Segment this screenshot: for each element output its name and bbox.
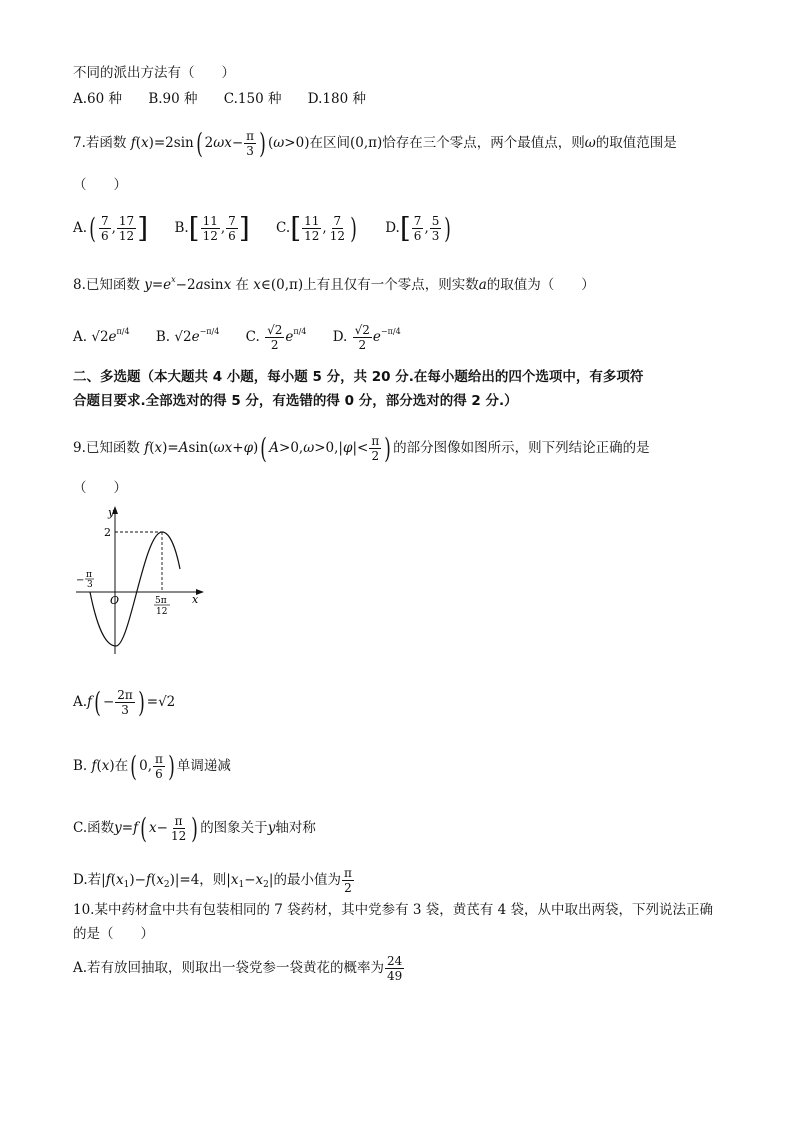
q10-stem-line-1: 10.某中药材盒中共有包装相同的 7 袋药材，其中党参有 3 袋，黄芪有 4 袋，从中取出两袋，下列说法正确 — [73, 902, 713, 918]
section-2-header-line-1: 二、多选题（本大题共 4 小题，每小题 5 分，共 20 分.在每小题给出的四个选项中，有多项符 — [73, 369, 644, 385]
q6-stem-tail: 不同的派出方法有（ ） — [73, 65, 235, 81]
five-pi-12-denominator: 12 — [156, 607, 168, 617]
q7-option-d: D.[ $\frac{7}{6}$ , $\frac{5}{3}$ ) — [385, 211, 452, 245]
q8-text-1: 在 — [235, 277, 249, 293]
q9-option-b: B. f(x)在( 0, $\frac{\pi}{6}$ ) 单调递减 — [73, 749, 231, 783]
q6-options — [73, 89, 366, 109]
q8-text-2: 上有且仅有一个零点，则实数 — [303, 277, 479, 293]
q9-number: 9.已知函数 — [73, 440, 140, 456]
q9-option-a: A.f( − $\frac{2\pi}{3}$ ) =√2 — [73, 685, 176, 719]
q6-option-d: D.180 种 — [307, 91, 366, 107]
q9-stem: 9.已知函数 f(x)=Asin(ωx+φ)( A>0,ω>0,|φ|< $\frac{\pi}{2}$ ) 的部分图像如图所示，则下列结论正确的是 — [73, 431, 650, 465]
q8-option-d: D. $\frac{√2}{2}$ $e^{-\pi/4}$ — [332, 323, 401, 352]
q9-option-c: C.函数y=f( x− $\frac{\pi}{12}$ ) 的图象关于y轴对称 — [73, 811, 316, 845]
neg-pi-3-numerator: π — [86, 570, 92, 580]
q7-option-a: A.( $\frac{7}{6}$ , $\frac{17}{12}$ ] — [73, 211, 149, 245]
q7-option-b: B.[ $\frac{11}{12}$ , $\frac{7}{6}$ ] — [174, 211, 250, 245]
q8-stem: 8.已知函数 $y=e^x-2asinx$ 在 x∈(0,π)上有且仅有一个零点，则实数a的取值为（ ） — [73, 275, 595, 293]
q7-text-1: 在区间 — [309, 135, 350, 151]
q7-option-c: C.[ $\frac{11}{12}$ , $\frac{7}{12}$ ) — [276, 211, 357, 245]
q9-option-d: D.若$|f(x_1)-f(x_2)|=4$，则$|x_1-x_2|$的最小值为 $\frac{\pi}{2}$ — [73, 866, 352, 895]
origin-label: O — [110, 594, 120, 607]
q9-function-graph — [70, 504, 210, 656]
q8-option-a: A. $√2e^{\pi/4}$ — [73, 327, 130, 345]
max-value-label: 2 — [104, 526, 111, 539]
q8-options — [73, 322, 401, 352]
q7-text-2: 恰存在三个零点，两个最值点，则 — [382, 135, 585, 151]
q7-text-3: 的取值范围是 — [595, 135, 677, 151]
q7-stem: 7.若函数 f(x)=2sin( 2ωx− $\frac{\pi}{3}$ ) (ω>0)在区间(0,π)恰存在三个零点，两个最值点，则ω的取值范围是 — [73, 126, 677, 160]
q9-text-1: 的部分图像如图所示，则下列结论正确的是 — [393, 440, 650, 456]
q8-option-b: B. $√2e^{-\pi/4}$ — [155, 327, 220, 345]
sine-curve — [90, 532, 180, 646]
q8-option-c: C. $\frac{√2}{2}$ $e^{\pi/4}$ — [245, 323, 307, 352]
x-axis-label: x — [192, 593, 199, 606]
q6-option-a: A.60 种 — [73, 91, 123, 107]
neg-pi-3-denominator: 3 — [87, 580, 93, 590]
q6-option-b: B.90 种 — [148, 91, 198, 107]
q9-paren: （ ） — [73, 480, 127, 496]
q10-stem-line-2: 的是（ ） — [73, 926, 154, 942]
section-2-header-line-2: 合题目要求.全部选对的得 5 分，有选错的得 0 分，部分选对的得 2 分.） — [73, 393, 518, 409]
five-pi-12-numerator: 5π — [155, 596, 167, 606]
q8-number: 8.已知函数 — [73, 277, 140, 293]
q6-option-c: C.150 种 — [223, 91, 282, 107]
q7-number: 7.若函数 — [73, 135, 127, 151]
q7-options — [73, 211, 453, 245]
q8-text-3: 的取值为（ ） — [486, 277, 595, 293]
neg-pi-3-sign: − — [76, 575, 85, 586]
q7-paren: （ ） — [73, 177, 127, 193]
y-axis-label: y — [108, 506, 115, 519]
q10-option-a: A.若有放回抽取，则取出一袋党参一袋黄花的概率为 $\frac{24}{49}$ — [73, 954, 403, 983]
